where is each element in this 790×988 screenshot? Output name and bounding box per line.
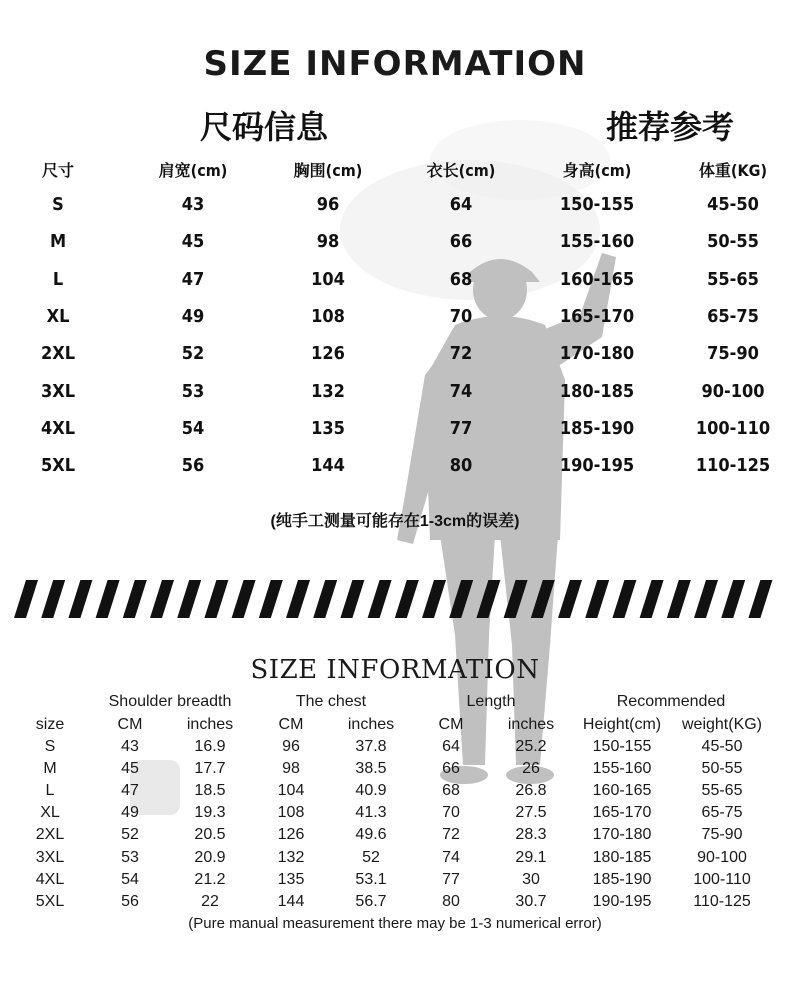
table-cell: 65-75 <box>701 804 743 822</box>
table-cell: 74 <box>442 848 460 866</box>
table-cell: 170-180 <box>559 343 635 365</box>
table-cell: 56 <box>181 455 205 477</box>
table-cell: 29.1 <box>515 848 547 866</box>
divider-stripe <box>449 580 473 618</box>
table-cell: 30 <box>522 870 540 888</box>
en-group-header-row <box>0 693 790 715</box>
table-cell: 56 <box>121 892 139 910</box>
table-row <box>0 455 790 485</box>
table-cell: 20.5 <box>194 826 226 844</box>
en-sub-header: CM <box>438 716 464 733</box>
table-cell: 43 <box>181 194 205 215</box>
table-cell: 4XL <box>35 870 65 888</box>
table-cell: 190-195 <box>592 892 652 910</box>
table-row <box>0 381 790 411</box>
table-cell: 98 <box>282 760 300 778</box>
table-cell: 25.2 <box>515 738 547 755</box>
table-cell: 155-160 <box>559 231 635 253</box>
divider-stripe <box>558 580 582 618</box>
table-cell: 52 <box>181 343 205 365</box>
divider-stripe <box>612 580 636 618</box>
table-row <box>0 269 790 299</box>
table-cell: 37.8 <box>355 738 387 755</box>
table-row <box>0 871 790 893</box>
table-cell: 19.3 <box>194 804 226 822</box>
table-cell: 160-165 <box>592 782 652 800</box>
table-cell: 165-170 <box>559 305 635 327</box>
table-cell: 49.6 <box>355 826 387 844</box>
table-cell: 135 <box>311 417 345 439</box>
table-cell: XL <box>40 804 60 822</box>
table-cell: 70 <box>449 305 473 327</box>
table-cell: 96 <box>282 738 300 755</box>
table-cell: 80 <box>449 455 473 477</box>
divider-stripe <box>68 580 92 618</box>
en-sub-header: CM <box>117 716 143 733</box>
table-cell: 53 <box>181 380 205 402</box>
table-cell: 100-110 <box>695 417 771 439</box>
table-cell: 126 <box>311 343 345 365</box>
table-cell: 75-90 <box>707 343 759 365</box>
table-cell: L <box>45 782 55 800</box>
table-row <box>0 306 790 336</box>
table-cell: M <box>43 760 57 778</box>
table-cell: 96 <box>316 194 340 215</box>
table-cell: 132 <box>311 380 345 402</box>
divider-stripe <box>232 580 256 618</box>
table-cell: 180-185 <box>559 380 635 402</box>
divider-stripe <box>395 580 419 618</box>
divider-stripe <box>177 580 201 618</box>
recommend-heading: 推荐参考 <box>606 108 735 146</box>
table-cell: 144 <box>311 455 345 477</box>
table-cell: 54 <box>181 417 205 439</box>
table-cell: 70 <box>442 804 460 822</box>
en-group-header: The chest <box>295 693 367 710</box>
table-cell: 54 <box>121 870 139 888</box>
table-cell: S <box>52 194 64 215</box>
table-cell: 40.9 <box>355 782 387 800</box>
table-cell: 30.7 <box>515 892 547 910</box>
cn-header-cell: 尺寸 <box>41 161 75 180</box>
table-cell: 144 <box>277 892 305 910</box>
table-cell: 52 <box>121 826 139 844</box>
table-cell: 49 <box>121 804 139 822</box>
table-cell: 108 <box>311 305 345 327</box>
divider-stripe <box>667 580 691 618</box>
table-cell: 2XL <box>35 826 65 844</box>
table-cell: 100-110 <box>693 870 751 888</box>
en-sub-header: Height(cm) <box>582 716 662 733</box>
divider-stripe <box>259 580 283 618</box>
table-row <box>0 893 790 915</box>
table-cell: 38.5 <box>355 760 387 778</box>
en-sub-header-row <box>0 716 790 738</box>
table-row <box>0 782 790 804</box>
divider-stripe <box>96 580 120 618</box>
divider-stripe <box>150 580 174 618</box>
divider-stripe <box>721 580 745 618</box>
table-cell: 75-90 <box>701 826 743 844</box>
table-cell: 90-100 <box>697 848 747 866</box>
en-sub-header: CM <box>278 716 304 733</box>
table-cell: 135 <box>277 870 305 888</box>
table-cell: 104 <box>311 268 345 290</box>
table-cell: 160-165 <box>559 268 635 290</box>
table-cell: 17.7 <box>194 760 226 778</box>
table-cell: 56.7 <box>355 892 387 910</box>
table-cell: 180-185 <box>592 848 652 866</box>
table-row <box>0 343 790 373</box>
divider-stripe <box>340 580 364 618</box>
divider-stripe <box>313 580 337 618</box>
size-info-heading: 尺码信息 <box>200 108 329 146</box>
table-cell: 104 <box>277 782 305 800</box>
table-cell: 45-50 <box>701 738 743 755</box>
table-cell: 65-75 <box>707 305 759 327</box>
table-cell: 5XL <box>35 892 65 910</box>
table-cell: 55-65 <box>701 782 743 800</box>
table-cell: 150-155 <box>592 738 652 755</box>
table-cell: 49 <box>181 305 205 327</box>
divider-stripe <box>368 580 392 618</box>
table-cell: 27.5 <box>515 804 547 822</box>
divider-stripe <box>422 580 446 618</box>
table-row <box>0 849 790 871</box>
cn-header-row <box>0 158 790 188</box>
table-cell: 26 <box>522 760 540 778</box>
table-row <box>0 231 790 261</box>
table-cell: 155-160 <box>592 760 652 778</box>
divider-stripe <box>476 580 500 618</box>
table-cell: 68 <box>442 782 460 800</box>
en-measurement-note: (Pure manual measurement there may be 1-3 numerical error) <box>188 915 602 932</box>
table-cell: 108 <box>277 804 305 822</box>
table-cell: 72 <box>442 826 460 844</box>
table-cell: S <box>44 738 56 755</box>
table-cell: 185-190 <box>592 870 652 888</box>
table-cell: 26.8 <box>515 782 547 800</box>
table-row <box>0 418 790 448</box>
en-group-header: Length <box>466 693 516 710</box>
divider-stripe <box>694 580 718 618</box>
table-cell: 50-55 <box>707 231 759 253</box>
table-cell: 66 <box>449 231 473 253</box>
table-row <box>0 804 790 826</box>
section-title: SIZE INFORMATION <box>250 655 540 685</box>
table-cell: 2XL <box>40 343 76 365</box>
divider-stripe <box>531 580 555 618</box>
divider-stripe <box>585 580 609 618</box>
table-cell: 41.3 <box>355 804 387 822</box>
table-cell: 77 <box>442 870 460 888</box>
table-row <box>0 826 790 848</box>
table-row <box>0 760 790 782</box>
table-cell: 150-155 <box>559 194 635 215</box>
table-cell: 47 <box>181 268 205 290</box>
table-cell: 170-180 <box>592 826 652 844</box>
table-cell: 126 <box>277 826 305 844</box>
table-cell: 74 <box>449 380 473 402</box>
table-cell: 66 <box>442 760 460 778</box>
table-cell: 50-55 <box>701 760 743 778</box>
table-cell: 68 <box>449 268 473 290</box>
table-cell: 3XL <box>40 380 76 402</box>
table-cell: M <box>49 231 67 253</box>
table-row <box>0 738 790 760</box>
en-sub-header: weight(KG) <box>681 716 763 733</box>
en-group-header: Recommended <box>616 693 726 710</box>
table-cell: 98 <box>316 231 340 253</box>
table-cell: 77 <box>449 417 473 439</box>
cn-header-cell: 身高(cm) <box>562 161 632 180</box>
table-cell: 185-190 <box>559 417 635 439</box>
table-cell: 52 <box>362 848 380 866</box>
table-cell: 165-170 <box>592 804 652 822</box>
table-cell: 132 <box>277 848 305 866</box>
divider-stripe <box>286 580 310 618</box>
table-cell: 18.5 <box>194 782 226 800</box>
divider-stripe <box>123 580 147 618</box>
table-cell: 53 <box>121 848 139 866</box>
cn-header-cell: 胸围(cm) <box>293 161 363 180</box>
table-cell: 45 <box>181 231 205 253</box>
table-cell: 64 <box>442 738 460 755</box>
cn-measurement-note: (纯手工测量可能存在1-3cm的误差) <box>270 513 520 530</box>
table-cell: 80 <box>442 892 460 910</box>
table-cell: 110-125 <box>693 892 751 910</box>
table-row <box>0 194 790 224</box>
table-cell: L <box>52 268 64 290</box>
striped-divider <box>14 580 776 618</box>
table-cell: XL <box>46 305 70 327</box>
table-cell: 28.3 <box>515 826 547 844</box>
divider-stripe <box>204 580 228 618</box>
table-cell: 55-65 <box>707 268 759 290</box>
en-sub-header: size <box>35 716 65 733</box>
table-cell: 16.9 <box>194 738 226 755</box>
table-cell: 110-125 <box>695 455 771 477</box>
table-cell: 45-50 <box>707 194 759 215</box>
table-cell: 64 <box>449 194 473 215</box>
en-sub-header: inches <box>347 716 395 733</box>
table-cell: 45 <box>121 760 139 778</box>
divider-stripe <box>41 580 65 618</box>
en-group-header: Shoulder breadth <box>108 693 232 710</box>
en-sub-header: inches <box>507 716 555 733</box>
cn-header-cell: 体重(KG) <box>698 161 768 180</box>
table-cell: 20.9 <box>194 848 226 866</box>
divider-stripe <box>504 580 528 618</box>
table-cell: 4XL <box>40 417 76 439</box>
table-cell: 90-100 <box>701 380 765 402</box>
cn-header-cell: 肩宽(cm) <box>158 161 228 180</box>
divider-stripe <box>14 580 38 618</box>
page-title: SIZE INFORMATION <box>203 44 587 84</box>
table-cell: 43 <box>121 738 139 755</box>
table-cell: 3XL <box>35 848 65 866</box>
divider-stripe <box>748 580 772 618</box>
divider-stripe <box>640 580 664 618</box>
table-cell: 47 <box>121 782 139 800</box>
table-cell: 72 <box>449 343 473 365</box>
cn-header-cell: 衣长(cm) <box>426 161 496 180</box>
table-cell: 21.2 <box>194 870 226 888</box>
table-cell: 5XL <box>40 455 76 477</box>
table-cell: 190-195 <box>559 455 635 477</box>
table-cell: 22 <box>201 892 219 910</box>
en-sub-header: inches <box>186 716 234 733</box>
table-cell: 53.1 <box>355 870 387 888</box>
